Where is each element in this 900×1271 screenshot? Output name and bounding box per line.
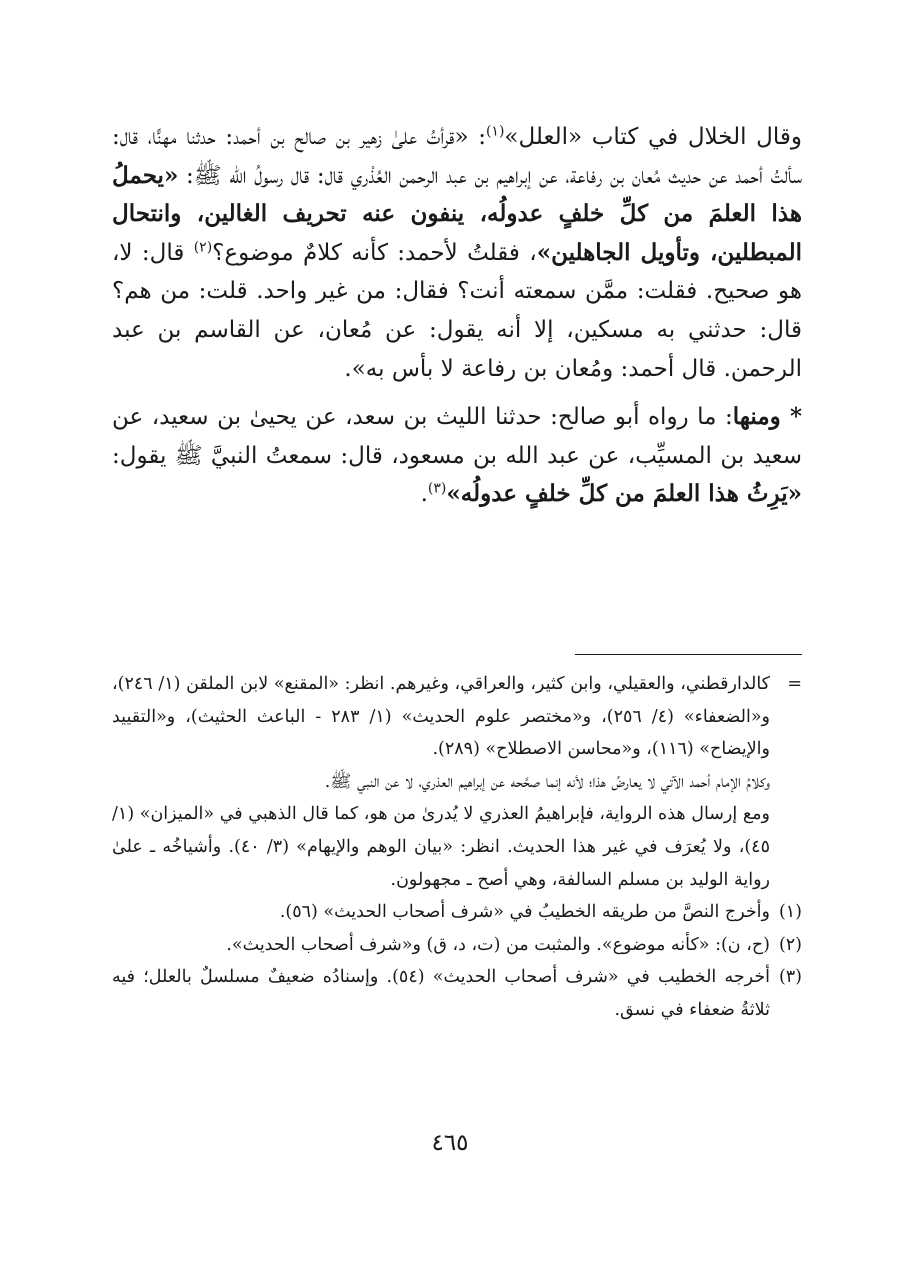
paragraph-khallal [112,118,802,388]
paragraph-text: : «قرأتُ علىٰ زهير بن صالح بن أحمد: حدثنا مهنًّا، قال: سألتُ أحمد عن حديث مُعان بن رفاعة، عن إبراهيم بن عبد الرحمن العُذْري قال: قال رسولُ الله ﷺ: [112,124,802,189]
paragraph-text: . [420,481,428,508]
section-marker: * ومنها [732,403,803,431]
footnote-ref-1[interactable]: (١) [485,123,505,140]
footnote-text: كالدارقطني، والعقيلي، وابن كثير، والعراقي، وغيرهم. انظر: «المقنع» لابن الملقن (١/ ٢٤٦)، و«الضعفاء» (٤/ ٢٥٦)، و«مختصر علوم الحديث» (١/ ٢٨٣ - الباعث الحثيث)، و«التقييد والإيضاح» (١١٦)، و«محاسن الاصطلاح» (٢٨٩). [112,674,771,760]
paragraph-text: وقال الخلال في كتاب «العلل» [504,124,803,150]
hadith-text: «يحملُ هذا العلمَ من كلِّ خلفٍ عدولُه، ينفون عنه تحريف الغالين، وانتحال المبطلين، وتأويل الجاهلين» [112,161,803,266]
footnote-marker: (١) [778,902,802,923]
paragraph-text: : ما رواه أبو صالح: حدثنا الليث بن سعد، عن يحيىٰ بن سعيد، عن سعيد بن المسيِّب، عن عبد الله بن مسعود، قال: سمعتُ النبيَّ ﷺ يقول: [112,404,802,469]
footnote-marker: (٣) [778,967,802,988]
footnotes [112,668,802,1027]
footnote-3 [112,961,802,1026]
footnote-continuation [112,668,802,896]
footnote-text: (ح، ن): «كأنه موضوع». والمثبت من (ت، د، ق) و«شرف أصحاب الحديث». [226,934,770,955]
footnote-text: ومع إرسال هذه الرواية، فإبراهيمُ العذري لا يُدرىٰ من هو، كما قال الذهبي في «الميزان» (١/ ٤٥)، ولا يُعرَف في غير هذا الحديث. انظر: «بيان الوهم والإيهام» (٣/ ٤٠). وأشياخُه ـ علىٰ رواية الوليد بن مسلم السالفة، وهي أصح ـ مجهولون. [112,804,770,890]
paragraph-abu-salih [112,398,802,514]
paragraph-text: قال: لا، هو صحيح. فقلت: ممَّن سمعته أنت؟ فقال: من غير واحد. قلت: من هم؟ قال: حدثني به مسكين، إلا أنه يقول: عن مُعان، عن القاسم بن عبد الرحمن. قال أحمد: ومُعان بن رفاعة لا بأس به». [112,239,802,382]
page-body [112,118,802,514]
hadith-text: «يَرِثُ هذا العلمَ من كلِّ خلفٍ عدولُه» [446,480,802,508]
footnote-text: أخرجه الخطيب في «شرف أصحاب الحديث» (٥٤). وإسنادُه ضعيفٌ مسلسلٌ بالعلل؛ فيه ثلاثةُ ضعفاء في نسق. [112,967,771,1020]
footnote-2 [112,929,802,962]
footnote-separator [575,654,802,655]
footnote-1 [112,896,802,929]
footnote-text: وكلامُ الإمام أحمد الآتي لا يعارضُ هذا؛ لأنه إنما صحَّحه عن إبراهيم العذري، لا عن النبي ﷺ. [324,771,770,792]
page-number: ٤٦٥ [431,1130,469,1156]
paragraph-text: ، فقلتُ لأحمد: كأنه كلامٌ موضوع؟ [212,239,537,266]
footnote-marker: (٢) [778,934,802,955]
footnote-marker: = [787,674,802,694]
footnote-text: وأخرج النصَّ من طريقه الخطيبُ في «شرف أصحاب الحديث» (٥٦). [279,902,770,923]
footnote-ref-3[interactable]: (٣) [427,480,447,497]
footnote-ref-2[interactable]: (٢) [193,239,213,256]
